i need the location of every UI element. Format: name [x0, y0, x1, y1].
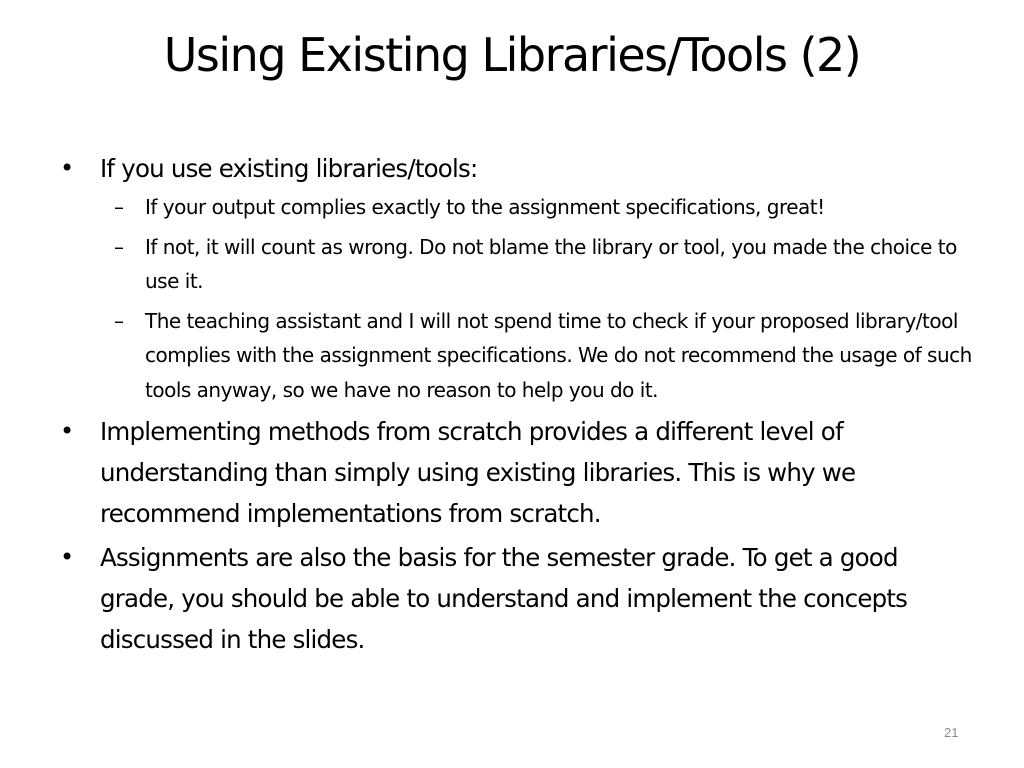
- bullet-text: If you use existing libraries/tools:: [100, 154, 478, 183]
- bullet-item: [56, 537, 976, 660]
- bullet-text: Implementing methods from scratch provides a different level of understanding than simply using existing libraries. This is why we recommend implementations from scratch.: [100, 417, 856, 528]
- bullet-icon: •: [60, 417, 74, 445]
- bullet-text: Assignments are also the basis for the semester grade. To get a good grade, you should be able to understand and implement the concepts discussed in the slides.: [100, 543, 908, 654]
- sub-bullet-text: If your output complies exactly to the assignment specifications, great!: [145, 195, 825, 219]
- slide-title: Using Existing Libraries/Tools (2): [163, 28, 861, 82]
- bullet-icon: •: [60, 154, 74, 182]
- dash-icon: –: [114, 195, 124, 219]
- sub-bullet-item: [56, 304, 976, 408]
- sub-bullet-text: If not, it will count as wrong. Do not blame the library or tool, you made the choice to use it.: [145, 234, 957, 293]
- bullet-icon: •: [60, 543, 74, 571]
- dash-icon: –: [114, 234, 124, 259]
- sub-bullet-item: [56, 230, 976, 299]
- bullet-item: [56, 411, 976, 534]
- dash-icon: –: [114, 308, 124, 333]
- sub-bullet-item: [56, 190, 976, 225]
- bullet-item: [56, 148, 976, 189]
- sub-bullet-list: [56, 190, 976, 407]
- slide-body: [56, 148, 976, 660]
- sub-bullet-text: The teaching assistant and I will not spend time to check if your proposed library/tool complies with the assignment specifications. We do not recommend the usage of such tools anyway, so we have no reason to help you do it.: [145, 308, 972, 402]
- page-number: 21: [944, 725, 959, 740]
